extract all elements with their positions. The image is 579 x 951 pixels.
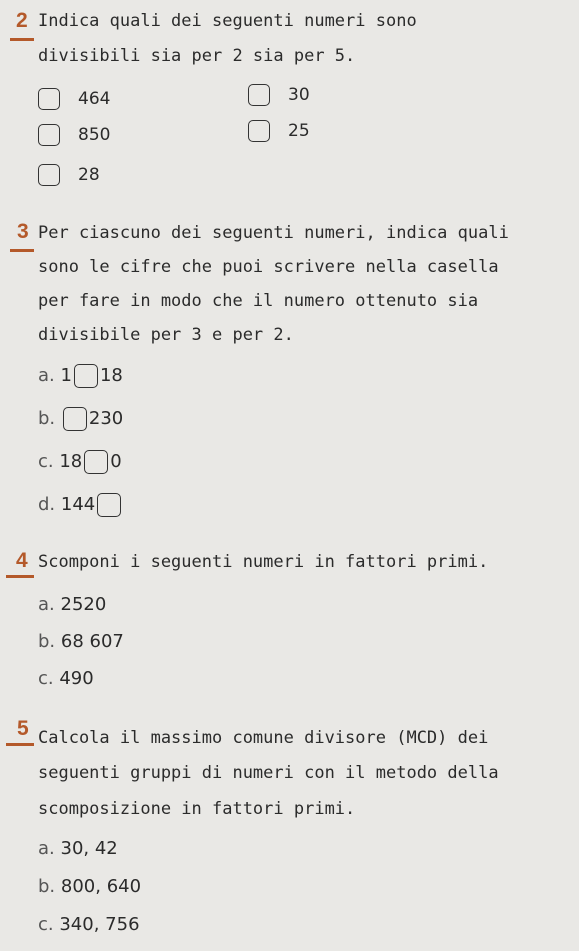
exercise-number: 2 [16,9,28,32]
exercise-text-line: divisibile per 3 e per 2. [38,325,294,345]
checkbox[interactable] [38,124,60,146]
exercise-number: 5 [17,717,29,740]
factor-item-c [38,668,94,689]
exercise-text-line: sono le cifre che puoi scrivere nella casella [38,257,499,277]
exercise-number-underline [10,38,34,41]
item-letter: b. [38,408,56,429]
exercise-text-line: Scomponi i seguenti numeri in fattori primi. [38,552,489,572]
item-value: 800, 640 [60,876,142,897]
digit-item-b [38,407,123,431]
exercise-text-line: Indica quali dei seguenti numeri sono [38,11,417,31]
digit-box[interactable] [74,364,98,388]
exercise-text-line: seguenti gruppi di numeri con il metodo della [38,763,499,783]
checkbox[interactable] [248,84,270,106]
item-value: 2520 [60,594,107,615]
exercise-text-line: scomposizione in fattori primi. [38,799,356,819]
mcd-item-a [38,838,118,859]
item-letter: c. [38,914,54,935]
digit-box[interactable] [84,450,108,474]
option-label: 25 [288,121,310,141]
item-value: 490 [59,668,94,689]
option-25[interactable] [248,120,310,142]
checkbox[interactable] [38,88,60,110]
option-label: 28 [78,165,100,185]
checkbox[interactable] [248,120,270,142]
option-label: 850 [78,125,111,145]
item-letter: a. [38,365,55,386]
option-label: 464 [78,89,111,109]
item-letter: a. [38,594,55,615]
exercise-number: 4 [16,549,28,572]
digits-before: 1 [60,365,72,386]
digits-before: 144 [60,494,96,515]
item-value: 30, 42 [60,838,118,859]
digits-after: 230 [88,408,124,429]
checkbox[interactable] [38,164,60,186]
item-letter: b. [38,631,56,652]
factor-item-a [38,594,106,615]
item-letter: c. [38,451,54,472]
exercise-text-line: Per ciascuno dei seguenti numeri, indica quali [38,223,509,243]
digit-item-c [38,450,122,474]
mcd-item-c [38,914,140,935]
exercise-text-line: Calcola il massimo comune divisore (MCD) dei [38,728,489,748]
item-letter: c. [38,668,54,689]
option-label: 30 [288,85,310,105]
exercise-number-underline [6,575,34,578]
factor-item-b [38,631,124,652]
digits-before: 18 [59,451,83,472]
option-850[interactable] [38,124,110,146]
exercise-text-line: divisibili sia per 2 sia per 5. [38,46,356,66]
option-28[interactable] [38,164,100,186]
item-value: 68 607 [60,631,124,652]
exercise-text-line: per fare in modo che il numero ottenuto sia [38,291,479,311]
item-letter: d. [38,494,56,515]
digit-item-a [38,364,123,388]
exercise-number: 3 [17,220,29,243]
item-value: 340, 756 [59,914,140,935]
mcd-item-b [38,876,141,897]
digits-after: 0 [110,451,122,472]
exercise-number-underline [10,249,34,252]
digits-after: 18 [99,365,123,386]
item-letter: b. [38,876,56,897]
exercise-number-underline [6,743,34,746]
digit-item-d [38,493,123,517]
option-30[interactable] [248,84,310,106]
item-letter: a. [38,838,55,859]
digit-box[interactable] [97,493,121,517]
option-464[interactable] [38,88,110,110]
digit-box[interactable] [63,407,87,431]
